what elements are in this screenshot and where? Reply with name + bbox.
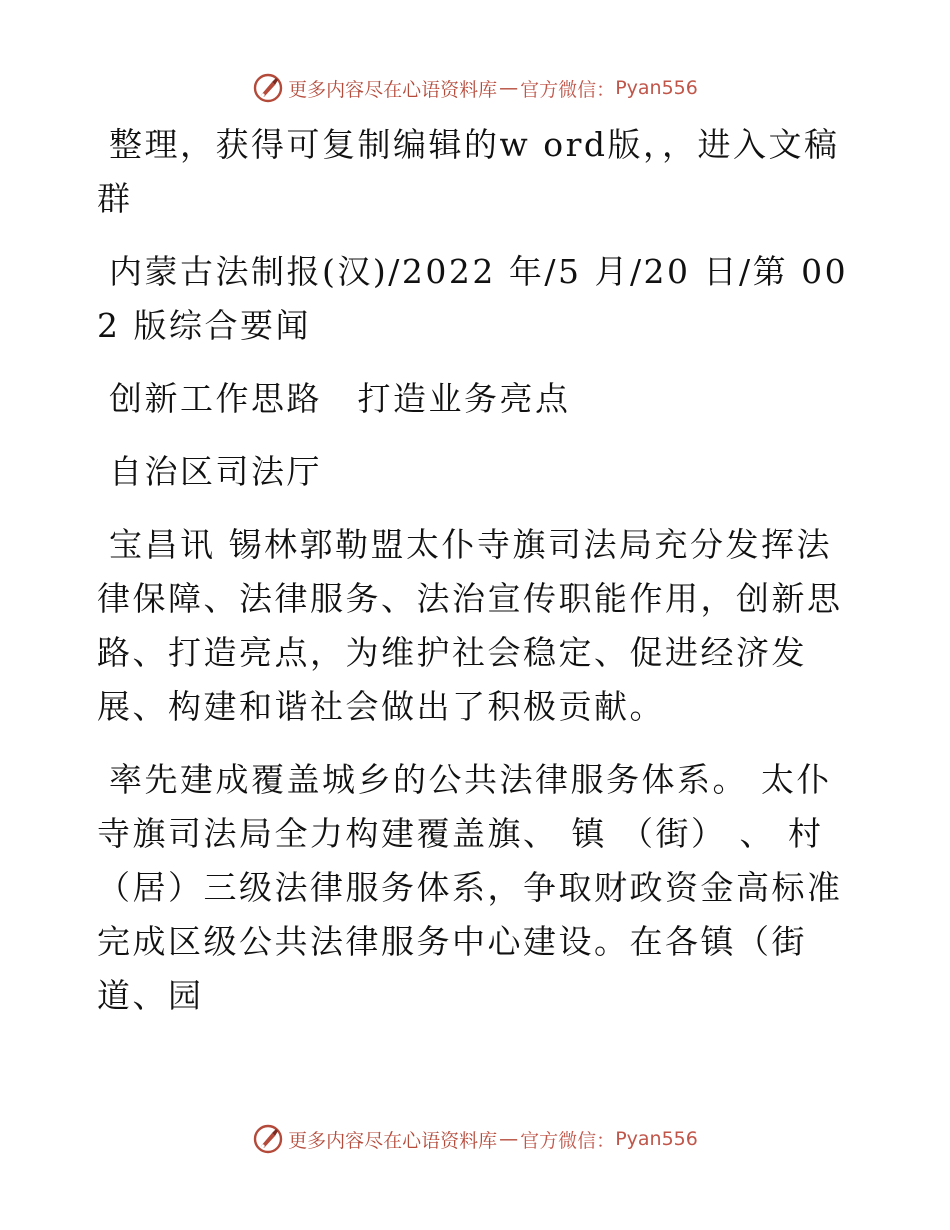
pen-logo-icon <box>252 1123 284 1155</box>
pen-logo-icon <box>252 72 284 104</box>
footer-banner <box>0 1123 950 1155</box>
intro-paragraph: 整理，获得可复制编辑的w ord版，，进入文稿群 <box>97 125 840 218</box>
footer-contact-value: Pyan556 <box>615 1128 698 1150</box>
article-author: 自治区司法厅 <box>109 452 322 491</box>
footer-separator: — <box>499 1128 519 1150</box>
header-contact-value: Pyan556 <box>615 77 698 99</box>
header-promo-text: 更多内容尽在心语资料库 <box>288 78 498 101</box>
footer-promo-text: 更多内容尽在心语资料库 <box>288 1129 498 1152</box>
body-paragraph-2: 率先建成覆盖城乡的公共法律服务体系。 太仆寺旗司法局全力构建覆盖旗、 镇 （街） 、 村（居）三级法律服务体系，争取财政资金高标准完成区级公共法律服务中心建设。在各镇（街道、园 <box>97 760 843 1015</box>
header-separator: — <box>499 77 519 99</box>
footer-contact-label: 官方微信： <box>520 1129 616 1152</box>
document-body <box>97 118 852 1042</box>
header-contact-label: 官方微信： <box>520 78 616 101</box>
body-paragraph-1: 宝昌讯 锡林郭勒盟太仆寺旗司法局充分发挥法律保障、法律服务、法治宣传职能作用，创新思路、打造亮点，为维护社会稳定、促进经济发展、构建和谐社会做出了积极贡献。 <box>97 525 843 726</box>
header-banner <box>0 72 950 104</box>
source-line: 内蒙古法制报(汉)/2022 年/5 月/20 日/第 002 版综合要闻 <box>97 252 849 345</box>
article-headline: 创新工作思路 打造业务亮点 <box>109 379 571 418</box>
